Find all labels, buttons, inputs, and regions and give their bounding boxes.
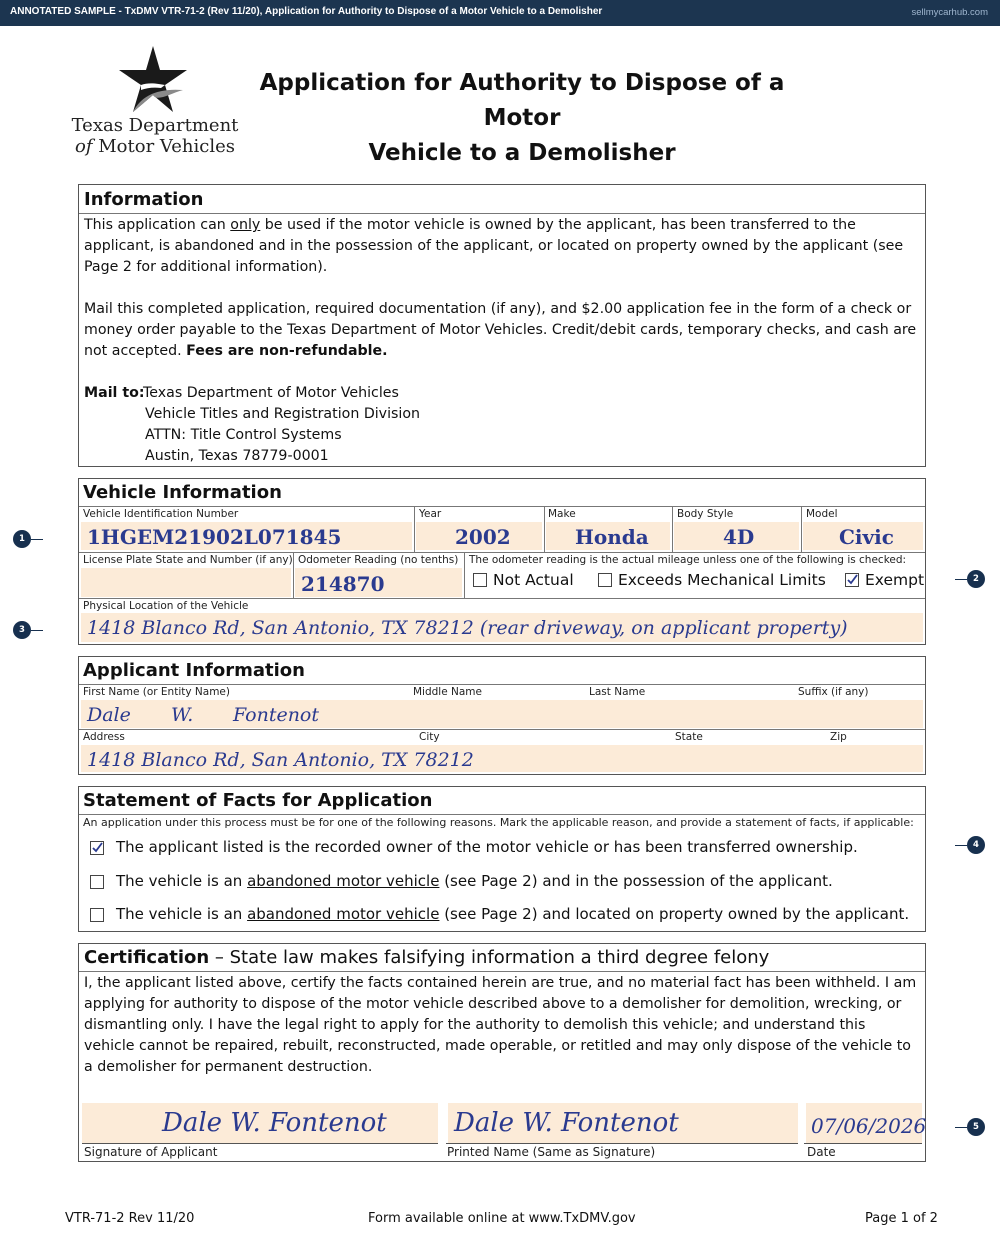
top-banner [0,0,1000,26]
state-label: State [675,731,703,743]
facts-intro: An application under this process must be for one of the following reasons. Mark the applicable reason, and provide a statement of facts, if applicable: [83,816,914,829]
abandoned-vehicle-link[interactable]: abandoned motor vehicle [247,872,440,890]
middle-name-value: W. [171,704,194,726]
first-name-value: Dale [87,704,131,726]
marker-leader [955,845,967,846]
mail-label: Mail to: [84,385,145,401]
divider [79,971,925,972]
mail-line-1: Texas Department of Motor Vehicles [143,385,399,401]
divider [79,729,925,730]
certification-section [78,943,926,1162]
footer-page-number: Page 1 of 2 [865,1211,938,1226]
reason-property-checkbox[interactable] [90,908,104,922]
star-logo-icon [113,44,193,116]
exempt-label: Exempt [865,571,925,589]
mail-line-3: ATTN: Title Control Systems [145,427,342,443]
footer-website: Form available online at www.TxDMV.gov [368,1211,636,1226]
divider [801,506,802,552]
odometer-note: The odometer reading is the actual mileage unless one of the following is checked: [469,554,907,566]
applicant-heading: Applicant Information [83,660,305,681]
checkmark-icon [91,842,103,854]
p2-bold: Fees are non-refundable. [186,343,388,359]
divider [672,506,673,552]
opt3-post: (see Page 2) and located on property owned by the applicant. [439,905,910,923]
date-label: Date [807,1145,836,1159]
exempt-checkbox[interactable] [845,573,859,587]
divider [544,506,545,552]
divider [293,552,294,598]
address-label: Address [83,731,125,743]
last-name-label: Last Name [589,686,646,698]
opt2-post: (see Page 2) and in the possession of the applicant. [439,872,833,890]
vehicle-section [78,478,926,645]
body-style-value: 4D [723,525,755,549]
logo-line2-rest: Motor Vehicles [98,136,235,157]
annotation-marker-5: 5 [967,1118,985,1136]
reason-property-label [116,905,909,923]
annotation-marker-3: 3 [13,621,31,639]
txdmv-logo-text [70,115,240,157]
printed-line [446,1143,798,1144]
opt3-pre: The vehicle is an [116,905,248,923]
vehicle-heading: Vehicle Information [83,482,282,503]
middle-name-label: Middle Name [413,686,482,698]
make-label: Make [548,508,576,520]
signature-line [82,1143,438,1144]
make-value: Honda [575,525,649,549]
banner-title: ANNOTATED SAMPLE - TxDMV VTR-71-2 (Rev 11/20), Application for Authority to Dispose of a Motor Vehicle to a Demolisher [10,6,603,17]
reason-owner-label: The applicant listed is the recorded owner of the motor vehicle or has been transferred ownership. [116,838,858,856]
banner-site: sellmycarhub.com [911,7,988,18]
printed-name-label: Printed Name (Same as Signature) [447,1145,656,1159]
certification-heading-rest: – State law makes falsifying information a third degree felony [209,947,770,968]
facts-section [78,786,926,932]
page-title [232,66,812,171]
signature-label: Signature of Applicant [84,1145,218,1159]
odometer-label: Odometer Reading (no tenths) [298,554,459,566]
location-value: 1418 Blanco Rd, San Antonio, TX 78212 (rear driveway, on applicant property) [87,617,848,639]
title-line2: Vehicle to a Demolisher [368,140,676,166]
title-line1: Application for Authority to Dispose of a Motor [259,70,785,131]
first-name-label: First Name (or Entity Name) [83,686,230,698]
vin-label: Vehicle Identification Number [83,508,239,520]
opt2-pre: The vehicle is an [116,872,248,890]
reason-possession-checkbox[interactable] [90,875,104,889]
date-value: 07/06/2026 [811,1114,927,1138]
mail-to-label [84,383,145,404]
odometer-value: 214870 [301,572,385,596]
reason-possession-label [116,872,833,890]
marker-leader [31,630,43,631]
checkmark-icon [846,574,858,586]
information-section [78,184,926,467]
certification-heading [84,947,769,968]
exceeds-limits-label: Exceeds Mechanical Limits [618,571,826,589]
p1-text-a: This application can [84,217,231,233]
year-value: 2002 [455,525,511,549]
logo-line1: Texas Department [71,115,239,136]
divider [79,552,925,553]
information-paragraph-2 [84,299,919,362]
reason-owner-checkbox[interactable] [90,841,104,855]
p1-only: only [230,217,261,233]
annotation-marker-4: 4 [967,836,985,854]
zip-label: Zip [830,731,847,743]
name-field[interactable] [81,700,923,728]
certification-heading-bold: Certification [84,947,210,968]
plate-field[interactable] [81,568,291,597]
applicant-section [78,656,926,775]
location-label: Physical Location of the Vehicle [83,600,249,612]
annotation-marker-2: 2 [967,570,985,588]
suffix-label: Suffix (if any) [798,686,869,698]
divider [79,213,925,214]
body-style-label: Body Style [677,508,734,520]
model-value: Civic [839,525,894,549]
annotation-marker-1: 1 [13,530,31,548]
marker-leader [31,539,43,540]
logo-line2 [70,136,240,157]
model-label: Model [806,508,838,520]
p2-text: Mail this completed application, required documentation (if any), and $2.00 application fee in the form of a check or money order payable to the Texas Department of Motor Vehicles. Credit/debit cards, temporary checks, and cash are not accepted. [84,301,917,359]
date-line [804,1143,922,1144]
abandoned-vehicle-link[interactable]: abandoned motor vehicle [247,905,440,923]
divider [464,552,465,598]
information-heading: Information [84,189,204,210]
footer-form-number: VTR-71-2 Rev 11/20 [65,1211,195,1226]
p1-text-b: be used if the motor vehicle is owned by the applicant, has been transferred to the applicant, is abandoned and in the possession of the applicant, or located on property owned by the applicant (see Page 2 for additional information). [84,217,904,275]
mail-line-4: Austin, Texas 78779-0001 [145,448,329,464]
signature-value: Dale W. Fontenot [162,1108,387,1138]
exceeds-limits-checkbox[interactable] [598,573,612,587]
plate-label: License Plate State and Number (if any) [83,554,293,566]
logo-of: of [75,136,93,157]
marker-leader [955,1127,967,1128]
certification-text: I, the applicant listed above, certify the facts contained herein are true, and no material fact has been withheld. I am applying for authority to dispose of the motor vehicle described above to a demolisher for demolition, wrecking, or dismantling only. I have the legal right to apply for the authority to demolish this vehicle; and understand this vehicle cannot be repaired, rebuilt, reconstructed, made operable, or retitled and may only dispose of the vehicle to a demolisher for permanent destruction. [84,975,917,1075]
marker-leader [955,579,967,580]
last-name-value: Fontenot [233,704,320,726]
divider [79,598,925,599]
divider [79,506,925,507]
not-actual-checkbox[interactable] [473,573,487,587]
divider [79,684,925,685]
mail-line-2: Vehicle Titles and Registration Division [145,406,421,422]
facts-heading: Statement of Facts for Application [83,790,433,811]
year-label: Year [419,508,442,520]
city-label: City [419,731,440,743]
divider [414,506,415,552]
divider [79,814,925,815]
address-value: 1418 Blanco Rd, San Antonio, TX 78212 [87,749,474,771]
printed-name-value: Dale W. Fontenot [454,1108,679,1138]
not-actual-label: Not Actual [493,571,574,589]
information-paragraph-1 [84,215,919,278]
vin-value: 1HGEM21902L071845 [87,525,342,549]
